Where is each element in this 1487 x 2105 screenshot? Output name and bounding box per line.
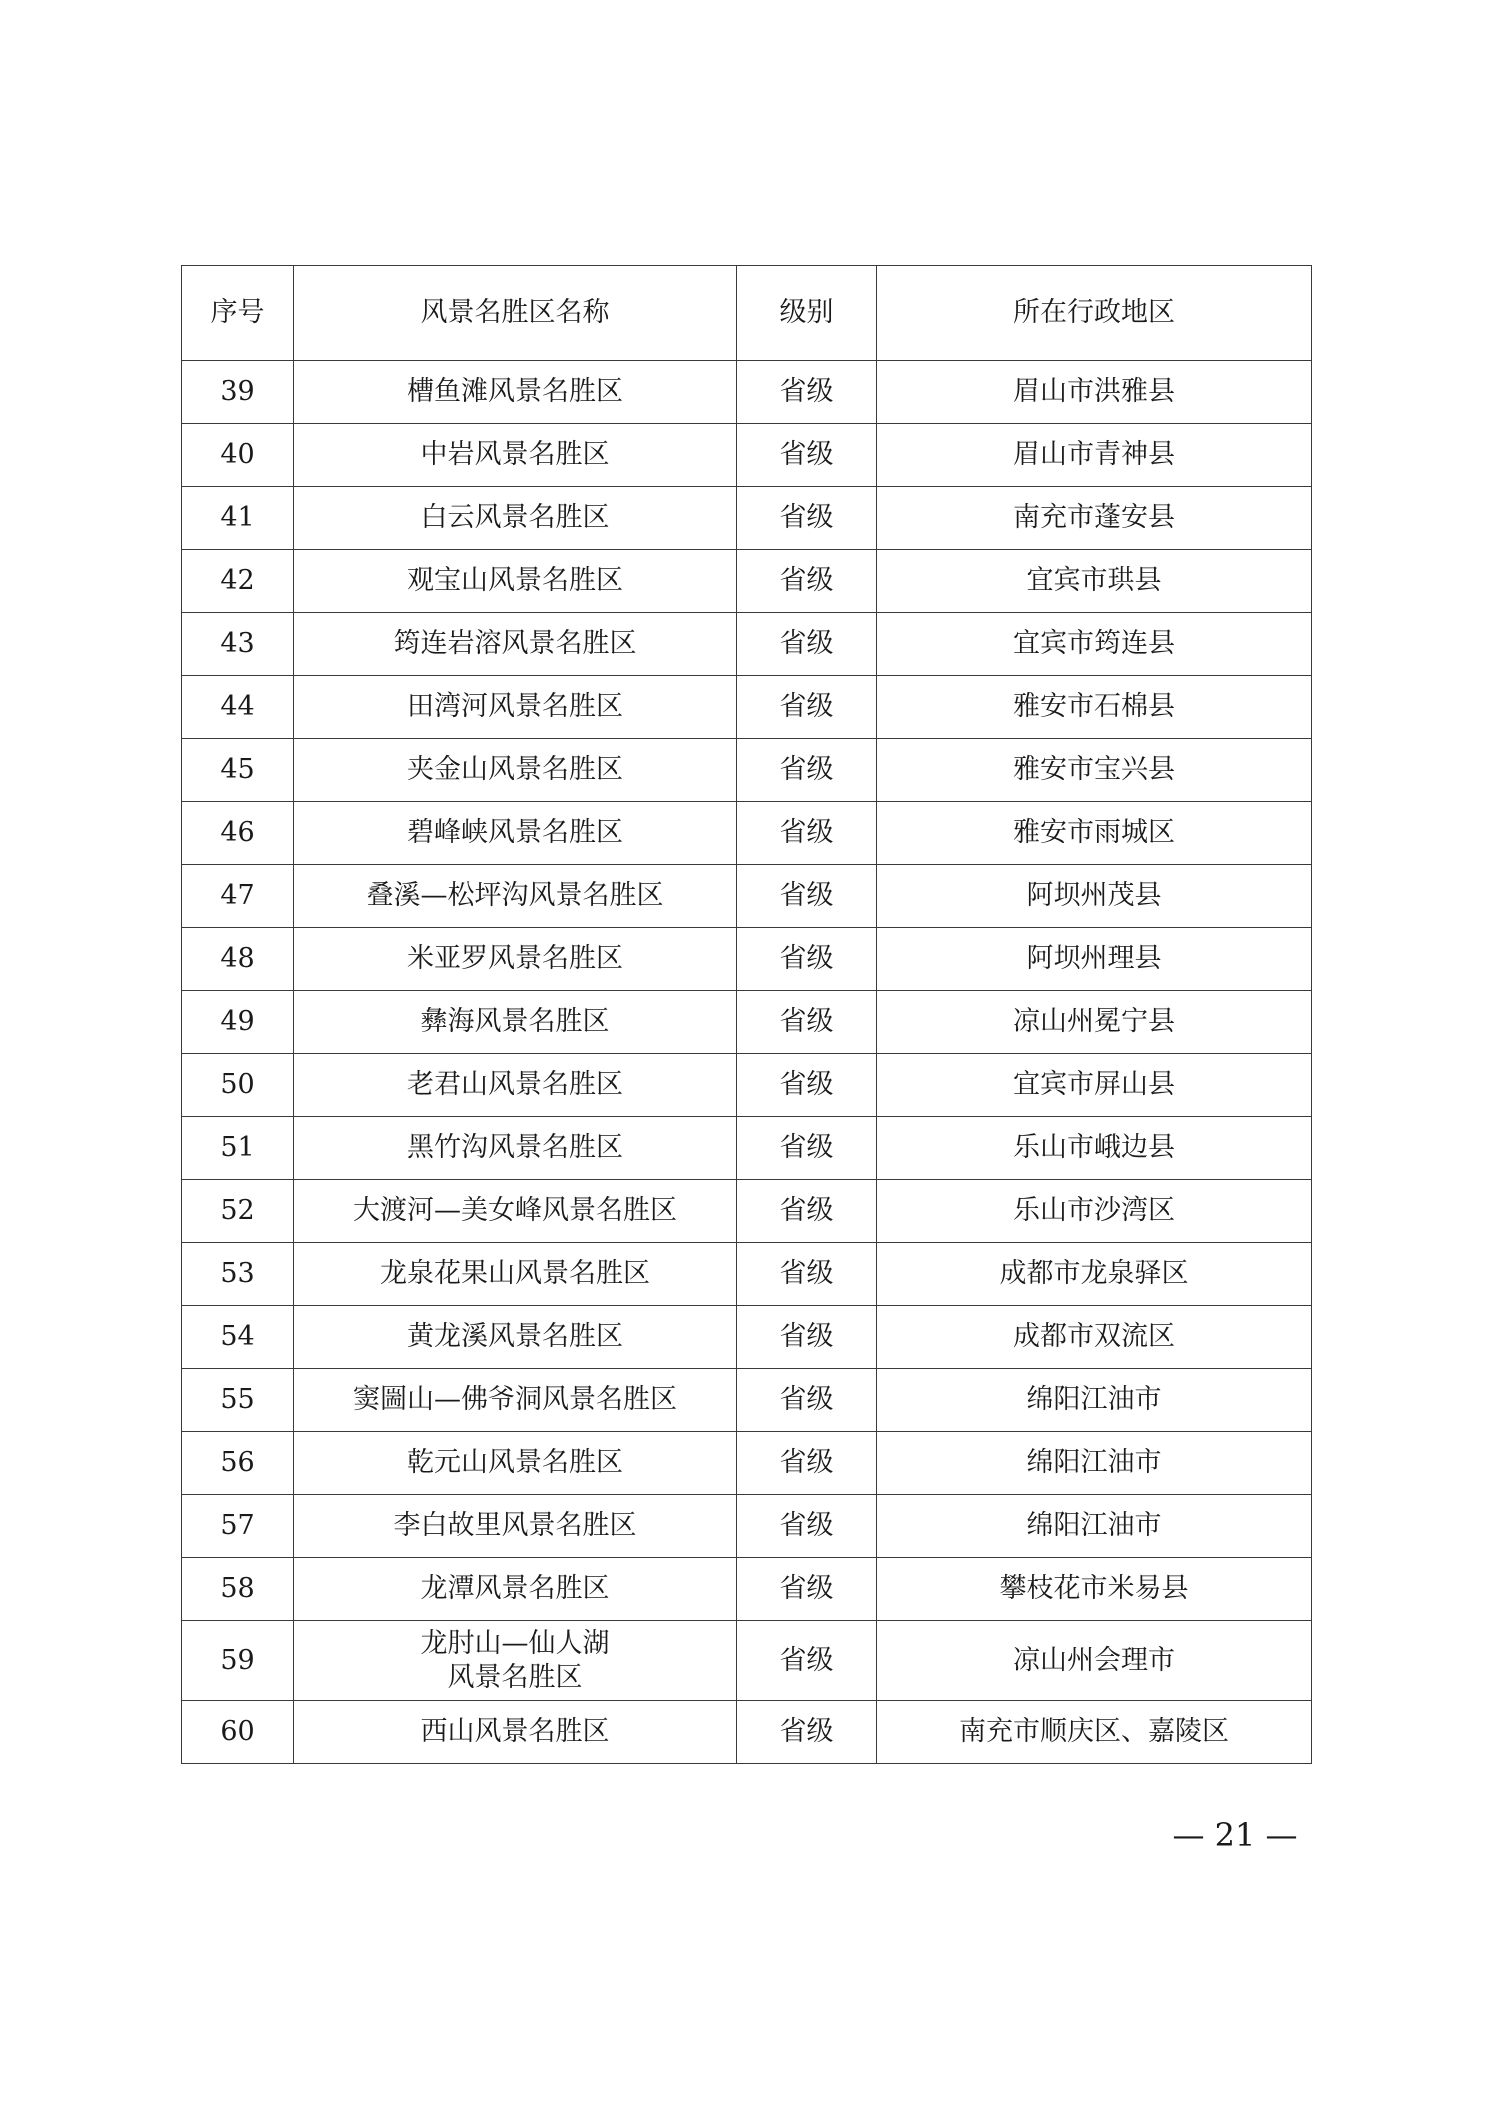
page-number: — 21 — — [1172, 1816, 1298, 1854]
table-header — [182, 266, 1312, 361]
cell-serial-number: 54 — [182, 1306, 294, 1369]
cell-scenic-area-name: 龙潭风景名胜区 — [294, 1558, 737, 1621]
cell-region: 宜宾市筠连县 — [877, 613, 1312, 676]
table-row — [182, 676, 1312, 739]
table-row — [182, 550, 1312, 613]
header-level: 级别 — [737, 266, 877, 361]
table-row — [182, 361, 1312, 424]
cell-region: 阿坝州茂县 — [877, 865, 1312, 928]
cell-level: 省级 — [737, 1054, 877, 1117]
cell-level: 省级 — [737, 802, 877, 865]
cell-serial-number: 53 — [182, 1243, 294, 1306]
cell-level: 省级 — [737, 1117, 877, 1180]
table-row — [182, 991, 1312, 1054]
cell-serial-number: 55 — [182, 1369, 294, 1432]
cell-serial-number: 51 — [182, 1117, 294, 1180]
cell-region: 阿坝州理县 — [877, 928, 1312, 991]
cell-region: 凉山州冕宁县 — [877, 991, 1312, 1054]
table-row — [182, 928, 1312, 991]
cell-region: 成都市龙泉驿区 — [877, 1243, 1312, 1306]
cell-level: 省级 — [737, 1306, 877, 1369]
cell-region: 绵阳江油市 — [877, 1495, 1312, 1558]
header-scenic-area-name: 风景名胜区名称 — [294, 266, 737, 361]
cell-level: 省级 — [737, 1558, 877, 1621]
cell-region: 绵阳江油市 — [877, 1369, 1312, 1432]
cell-region: 雅安市雨城区 — [877, 802, 1312, 865]
cell-scenic-area-name: 夹金山风景名胜区 — [294, 739, 737, 802]
cell-scenic-area-name: 黑竹沟风景名胜区 — [294, 1117, 737, 1180]
cell-level: 省级 — [737, 928, 877, 991]
cell-scenic-area-name: 窦圌山—佛爷洞风景名胜区 — [294, 1369, 737, 1432]
table-row — [182, 1369, 1312, 1432]
cell-level: 省级 — [737, 550, 877, 613]
table-row — [182, 1243, 1312, 1306]
cell-region: 宜宾市珙县 — [877, 550, 1312, 613]
cell-serial-number: 48 — [182, 928, 294, 991]
scenic-area-name-line-2: 风景名胜区 — [447, 1661, 583, 1693]
cell-serial-number: 60 — [182, 1701, 294, 1764]
scenic-area-name-line-1: 龙肘山—仙人湖 — [420, 1627, 610, 1659]
cell-level: 省级 — [737, 865, 877, 928]
table-row — [182, 1180, 1312, 1243]
cell-level: 省级 — [737, 1243, 877, 1306]
cell-region: 眉山市青神县 — [877, 424, 1312, 487]
table-row — [182, 1432, 1312, 1495]
cell-serial-number: 47 — [182, 865, 294, 928]
cell-serial-number: 57 — [182, 1495, 294, 1558]
table-row — [182, 424, 1312, 487]
cell-scenic-area-name: 黄龙溪风景名胜区 — [294, 1306, 737, 1369]
cell-serial-number: 46 — [182, 802, 294, 865]
scenic-area-table — [181, 265, 1312, 1764]
cell-region: 乐山市沙湾区 — [877, 1180, 1312, 1243]
cell-scenic-area-name: 碧峰峡风景名胜区 — [294, 802, 737, 865]
cell-scenic-area-name — [294, 1621, 737, 1701]
cell-scenic-area-name: 白云风景名胜区 — [294, 487, 737, 550]
cell-scenic-area-name: 乾元山风景名胜区 — [294, 1432, 737, 1495]
table-row — [182, 739, 1312, 802]
cell-level: 省级 — [737, 1432, 877, 1495]
cell-scenic-area-name: 筠连岩溶风景名胜区 — [294, 613, 737, 676]
cell-region: 乐山市峨边县 — [877, 1117, 1312, 1180]
cell-scenic-area-name: 大渡河—美女峰风景名胜区 — [294, 1180, 737, 1243]
cell-level: 省级 — [737, 613, 877, 676]
cell-scenic-area-name: 龙泉花果山风景名胜区 — [294, 1243, 737, 1306]
table-row — [182, 1054, 1312, 1117]
cell-level: 省级 — [737, 676, 877, 739]
cell-scenic-area-name: 田湾河风景名胜区 — [294, 676, 737, 739]
cell-scenic-area-name: 米亚罗风景名胜区 — [294, 928, 737, 991]
cell-region: 雅安市石棉县 — [877, 676, 1312, 739]
cell-serial-number: 56 — [182, 1432, 294, 1495]
cell-region: 南充市顺庆区、嘉陵区 — [877, 1701, 1312, 1764]
cell-serial-number: 42 — [182, 550, 294, 613]
table-row — [182, 1701, 1312, 1764]
table-row — [182, 1117, 1312, 1180]
table-row — [182, 487, 1312, 550]
cell-region: 绵阳江油市 — [877, 1432, 1312, 1495]
cell-serial-number: 59 — [182, 1621, 294, 1701]
table-row — [182, 1306, 1312, 1369]
cell-serial-number: 45 — [182, 739, 294, 802]
cell-level: 省级 — [737, 991, 877, 1054]
table-row — [182, 1621, 1312, 1701]
cell-level: 省级 — [737, 424, 877, 487]
cell-level: 省级 — [737, 1369, 877, 1432]
cell-serial-number: 52 — [182, 1180, 294, 1243]
cell-scenic-area-name: 西山风景名胜区 — [294, 1701, 737, 1764]
cell-region: 南充市蓬安县 — [877, 487, 1312, 550]
cell-serial-number: 43 — [182, 613, 294, 676]
cell-serial-number: 44 — [182, 676, 294, 739]
cell-level: 省级 — [737, 361, 877, 424]
cell-level: 省级 — [737, 487, 877, 550]
cell-region: 攀枝花市米易县 — [877, 1558, 1312, 1621]
cell-level: 省级 — [737, 1701, 877, 1764]
cell-level: 省级 — [737, 739, 877, 802]
cell-scenic-area-name: 彝海风景名胜区 — [294, 991, 737, 1054]
table-row — [182, 802, 1312, 865]
cell-region: 成都市双流区 — [877, 1306, 1312, 1369]
cell-region: 宜宾市屏山县 — [877, 1054, 1312, 1117]
cell-level: 省级 — [737, 1180, 877, 1243]
cell-serial-number: 39 — [182, 361, 294, 424]
table-body — [182, 361, 1312, 1764]
cell-region: 雅安市宝兴县 — [877, 739, 1312, 802]
cell-serial-number: 41 — [182, 487, 294, 550]
table-row — [182, 613, 1312, 676]
header-serial-number: 序号 — [182, 266, 294, 361]
cell-scenic-area-name: 叠溪—松坪沟风景名胜区 — [294, 865, 737, 928]
cell-serial-number: 49 — [182, 991, 294, 1054]
cell-scenic-area-name: 观宝山风景名胜区 — [294, 550, 737, 613]
cell-region: 凉山州会理市 — [877, 1621, 1312, 1701]
cell-level: 省级 — [737, 1621, 877, 1701]
cell-serial-number: 40 — [182, 424, 294, 487]
header-region: 所在行政地区 — [877, 266, 1312, 361]
cell-level: 省级 — [737, 1495, 877, 1558]
table-row — [182, 865, 1312, 928]
cell-serial-number: 58 — [182, 1558, 294, 1621]
cell-scenic-area-name: 槽鱼滩风景名胜区 — [294, 361, 737, 424]
table-row — [182, 1558, 1312, 1621]
cell-region: 眉山市洪雅县 — [877, 361, 1312, 424]
cell-scenic-area-name: 老君山风景名胜区 — [294, 1054, 737, 1117]
header-row — [182, 266, 1312, 361]
table-row — [182, 1495, 1312, 1558]
cell-scenic-area-name: 中岩风景名胜区 — [294, 424, 737, 487]
cell-scenic-area-name: 李白故里风景名胜区 — [294, 1495, 737, 1558]
cell-serial-number: 50 — [182, 1054, 294, 1117]
